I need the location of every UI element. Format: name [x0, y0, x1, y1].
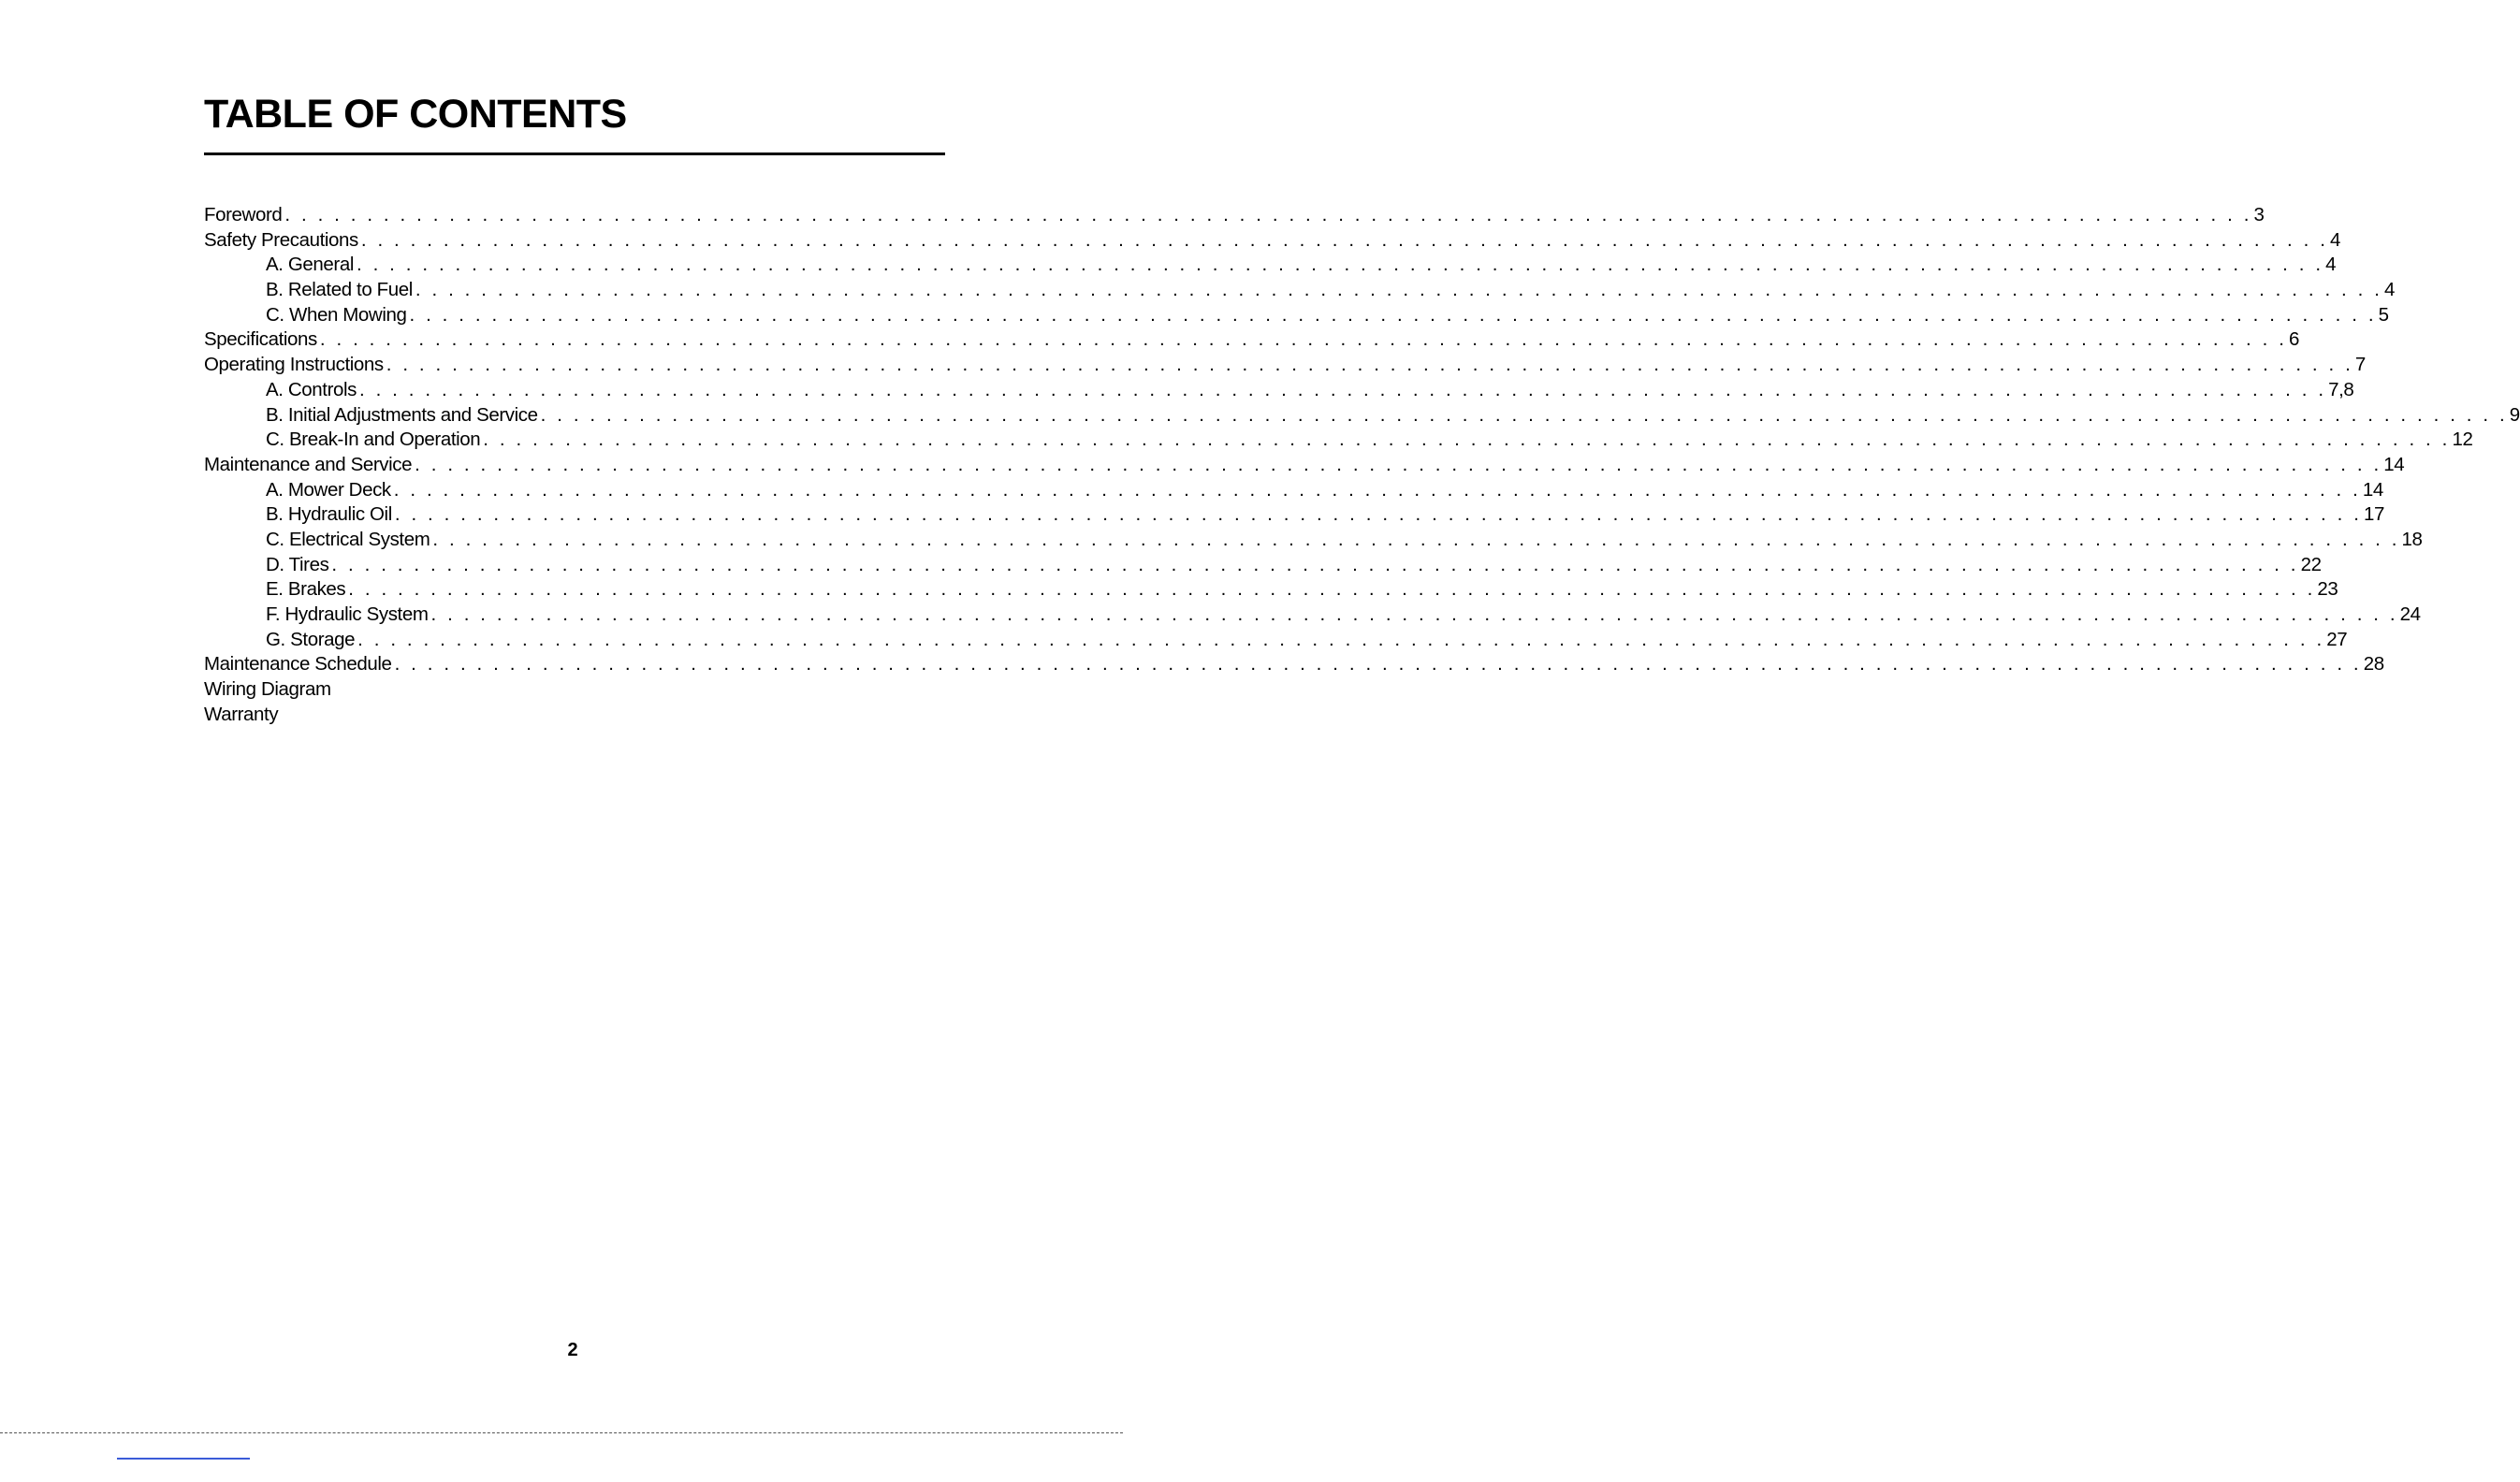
toc-entry-label: E. Brakes	[266, 578, 346, 601]
page-number: 2	[567, 1340, 578, 1360]
toc-dot-leader: . . . . . . . . . . . . . . . . . . . . . . . . . . . . . . . . . . . . . . . . . . . . . . . . . . . . . . . . . . . . . . . . . . . . . . . . . . . . . . . . . . . . . . . . . . . . . . . . . . . . . . . . . . . . . . . . . . . . . . . .	[348, 578, 2316, 601]
toc-entry	[204, 528, 2423, 553]
toc-entry-label: Specifications	[204, 328, 317, 351]
toc-entry-label: D. Tires	[266, 553, 329, 575]
toc-entry-label: C. When Mowing	[266, 303, 407, 326]
toc-entry-label: Wiring Diagram	[204, 678, 331, 701]
toc-entry-label: F. Hydraulic System	[266, 603, 429, 625]
toc-entry-label: A. Mower Deck	[266, 478, 391, 501]
toc-entry	[204, 327, 2300, 353]
toc-dot-leader: . . . . . . . . . . . . . . . . . . . . . . . . . . . . . . . . . . . . . . . . . . . . . . . . . . . . . . . . . . . . . . . . . . . . . . . . . . . . . . . . . . . . . . . . . . . . . . . . . . . . . . . . . . . . . . . . . . . . . . . .	[409, 303, 2377, 326]
toc-entry-page: 7	[2354, 354, 2366, 376]
toc-entry-label: B. Initial Adjustments and Service	[266, 403, 538, 426]
toc-dot-leader: . . . . . . . . . . . . . . . . . . . . . . . . . . . . . . . . . . . . . . . . . . . . . . . . . . . . . . . . . . . . . . . . . . . . . . . . . . . . . . . . . . . . . . . . . . . . . . . . . . . . . . . . . . . . . . . . . . . . . . . .	[357, 628, 2325, 650]
toc-dot-leader: . . . . . . . . . . . . . . . . . . . . . . . . . . . . . . . . . . . . . . . . . . . . . . . . . . . . . . . . . . . . . . . . . . . . . . . . . . . . . . . . . . . . . . . . . . . . . . . . . . . . . . . . . . . . . . . . . . . . . . . .	[540, 403, 2508, 426]
toc-entry-label: Safety Precautions	[204, 228, 358, 251]
toc-entry-label: A. General	[266, 254, 354, 276]
toc-entry	[204, 303, 2389, 328]
toc-entry-page: 28	[2363, 653, 2384, 676]
toc-entry	[204, 428, 2473, 453]
toc-entry-label: C. Break-In and Operation	[266, 429, 481, 451]
toc-entry-label: A. Controls	[266, 378, 357, 400]
toc-entry-page: 4	[2325, 254, 2337, 276]
toc-entry	[204, 353, 2366, 378]
toc-entry-page: 7,8	[2328, 378, 2354, 400]
toc-dot-leader: . . . . . . . . . . . . . . . . . . . . . . . . . . . . . . . . . . . . . . . . . . . . . . . . . . . . . . . . . . . . . . . . . . . . . . . . . . . . . . . . . . . . . . . . . . . . . . . . . . . . . . . . . . . . . . . . . . . . . . . .	[386, 354, 2353, 376]
toc-entry-page: 5	[2378, 303, 2389, 326]
toc-entry	[204, 577, 2338, 603]
title-underline	[204, 153, 945, 155]
toc-entry-page: 22	[2300, 553, 2322, 575]
toc-dot-leader: . . . . . . . . . . . . . . . . . . . . . . . . . . . . . . . . . . . . . . . . . . . . . . . . . . . . . . . . . . . . . . . . . . . . . . . . . . . . . . . . . . . . . . . . . . . . . . . . . . . . . . . . . . . . . . . . . . . . . . . .	[415, 453, 2382, 475]
toc-entry-page: 27	[2326, 628, 2348, 650]
toc-dot-leader: . . . . . . . . . . . . . . . . . . . . . . . . . . . . . . . . . . . . . . . . . . . . . . . . . . . . . . . . . . . . . . . . . . . . . . . . . . . . . . . . . . . . . . . . . . . . . . . . . . . . . . . . . . . . . . . . . . . . . . . .	[359, 378, 2327, 400]
toc-entry-page: 24	[2399, 603, 2421, 625]
toc-entry	[204, 553, 2322, 578]
toc-entry-page: 14	[2383, 453, 2405, 475]
toc-entry-label: Foreword	[204, 204, 283, 225]
toc-entry-page: 6	[2289, 328, 2300, 351]
toc-dot-leader: . . . . . . . . . . . . . . . . . . . . . . . . . . . . . . . . . . . . . . . . . . . . . . . . . . . . . . . . . . . . . . . . . . . . . . . . . . . . . . . . . . . . . . . . . . . . . . . . . . . . . . . . . . . . . . . . . . . . . . . .	[284, 204, 2252, 225]
toc-entry-label: Operating Instructions	[204, 354, 384, 376]
toc-entry-label: B. Hydraulic Oil	[266, 503, 392, 526]
toc-entry-page: 17	[2364, 503, 2385, 526]
toc-entry	[204, 652, 2384, 677]
toc-entry	[204, 278, 2396, 303]
toc-entry-page: 23	[2317, 578, 2338, 601]
toc-dot-leader: . . . . . . . . . . . . . . . . . . . . . . . . . . . . . . . . . . . . . . . . . . . . . . . . . . . . . . . . . . . . . . . . . . . . . . . . . . . . . . . . . . . . . . . . . . . . . . . . . . . . . . . . . . . . . . . . . . . . . . . .	[393, 478, 2361, 501]
toc-entry	[204, 203, 2265, 228]
toc-dot-leader: . . . . . . . . . . . . . . . . . . . . . . . . . . . . . . . . . . . . . . . . . . . . . . . . . . . . . . . . . . . . . . . . . . . . . . . . . . . . . . . . . . . . . . . . . . . . . . . . . . . . . . . . . . . . . . . . . . . . . . . .	[415, 279, 2383, 301]
table-of-contents	[204, 203, 2520, 727]
toc-entry-page: 14	[2362, 478, 2383, 501]
toc-entry-page: 9	[2509, 403, 2520, 426]
toc-dot-leader: . . . . . . . . . . . . . . . . . . . . . . . . . . . . . . . . . . . . . . . . . . . . . . . . . . . . . . . . . . . . . . . . . . . . . . . . . . . . . . . . . . . . . . . . . . . . . . . . . . . . . . . . . . . . . . . . . . . . . . . .	[331, 553, 2299, 575]
toc-entry	[204, 453, 2405, 478]
page-bottom-edge	[0, 1432, 1123, 1433]
toc-dot-leader: . . . . . . . . . . . . . . . . . . . . . . . . . . . . . . . . . . . . . . . . . . . . . . . . . . . . . . . . . . . . . . . . . . . . . . . . . . . . . . . . . . . . . . . . . . . . . . . . . . . . . . . . . . . . . . . . . . . . . . . .	[319, 328, 2288, 351]
toc-entry-page: 18	[2401, 528, 2423, 550]
toc-entry-label: G. Storage	[266, 628, 356, 650]
toc-entry-page: 4	[2330, 228, 2341, 251]
toc-entry	[204, 403, 2520, 429]
page-title: TABLE OF CONTENTS	[204, 92, 627, 137]
toc-entry	[204, 378, 2354, 403]
toc-entry-label: C. Electrical System	[266, 528, 430, 550]
toc-entry	[204, 677, 945, 703]
toc-entry-page: 3	[2253, 204, 2265, 225]
toc-entry-label: Warranty	[204, 703, 279, 725]
toc-dot-leader: . . . . . . . . . . . . . . . . . . . . . . . . . . . . . . . . . . . . . . . . . . . . . . . . . . . . . . . . . . . . . . . . . . . . . . . . . . . . . . . . . . . . . . . . . . . . . . . . . . . . . . . . . . . . . . . . . . . . . . . .	[483, 429, 2451, 451]
toc-dot-leader: . . . . . . . . . . . . . . . . . . . . . . . . . . . . . . . . . . . . . . . . . . . . . . . . . . . . . . . . . . . . . . . . . . . . . . . . . . . . . . . . . . . . . . . . . . . . . . . . . . . . . . . . . . . . . . . . . . . . . . . .	[357, 254, 2324, 276]
toc-dot-leader: . . . . . . . . . . . . . . . . . . . . . . . . . . . . . . . . . . . . . . . . . . . . . . . . . . . . . . . . . . . . . . . . . . . . . . . . . . . . . . . . . . . . . . . . . . . . . . . . . . . . . . . . . . . . . . . . . . . . . . . .	[360, 228, 2329, 251]
toc-entry	[204, 253, 2337, 278]
toc-entry-page: 12	[2452, 429, 2473, 451]
toc-dot-leader: . . . . . . . . . . . . . . . . . . . . . . . . . . . . . . . . . . . . . . . . . . . . . . . . . . . . . . . . . . . . . . . . . . . . . . . . . . . . . . . . . . . . . . . . . . . . . . . . . . . . . . . . . . . . . . . . . . . . . . . .	[394, 653, 2362, 676]
toc-entry-label: B. Related to Fuel	[266, 279, 413, 301]
scan-mark	[117, 1458, 250, 1460]
toc-entry	[204, 502, 2385, 528]
toc-entry	[204, 228, 2341, 254]
toc-dot-leader: . . . . . . . . . . . . . . . . . . . . . . . . . . . . . . . . . . . . . . . . . . . . . . . . . . . . . . . . . . . . . . . . . . . . . . . . . . . . . . . . . . . . . . . . . . . . . . . . . . . . . . . . . . . . . . . . . . . . . . . .	[430, 603, 2398, 625]
toc-entry-page: 4	[2384, 279, 2396, 301]
toc-entry-label: Maintenance Schedule	[204, 653, 392, 676]
toc-entry	[204, 628, 2348, 653]
toc-entry	[204, 603, 2421, 628]
toc-entry	[204, 478, 2383, 503]
toc-dot-leader: . . . . . . . . . . . . . . . . . . . . . . . . . . . . . . . . . . . . . . . . . . . . . . . . . . . . . . . . . . . . . . . . . . . . . . . . . . . . . . . . . . . . . . . . . . . . . . . . . . . . . . . . . . . . . . . . . . . . . . . .	[394, 503, 2362, 526]
toc-entry-label: Maintenance and Service	[204, 453, 413, 475]
toc-dot-leader: . . . . . . . . . . . . . . . . . . . . . . . . . . . . . . . . . . . . . . . . . . . . . . . . . . . . . . . . . . . . . . . . . . . . . . . . . . . . . . . . . . . . . . . . . . . . . . . . . . . . . . . . . . . . . . . . . . . . . . . .	[432, 528, 2400, 550]
toc-entry	[204, 703, 945, 728]
